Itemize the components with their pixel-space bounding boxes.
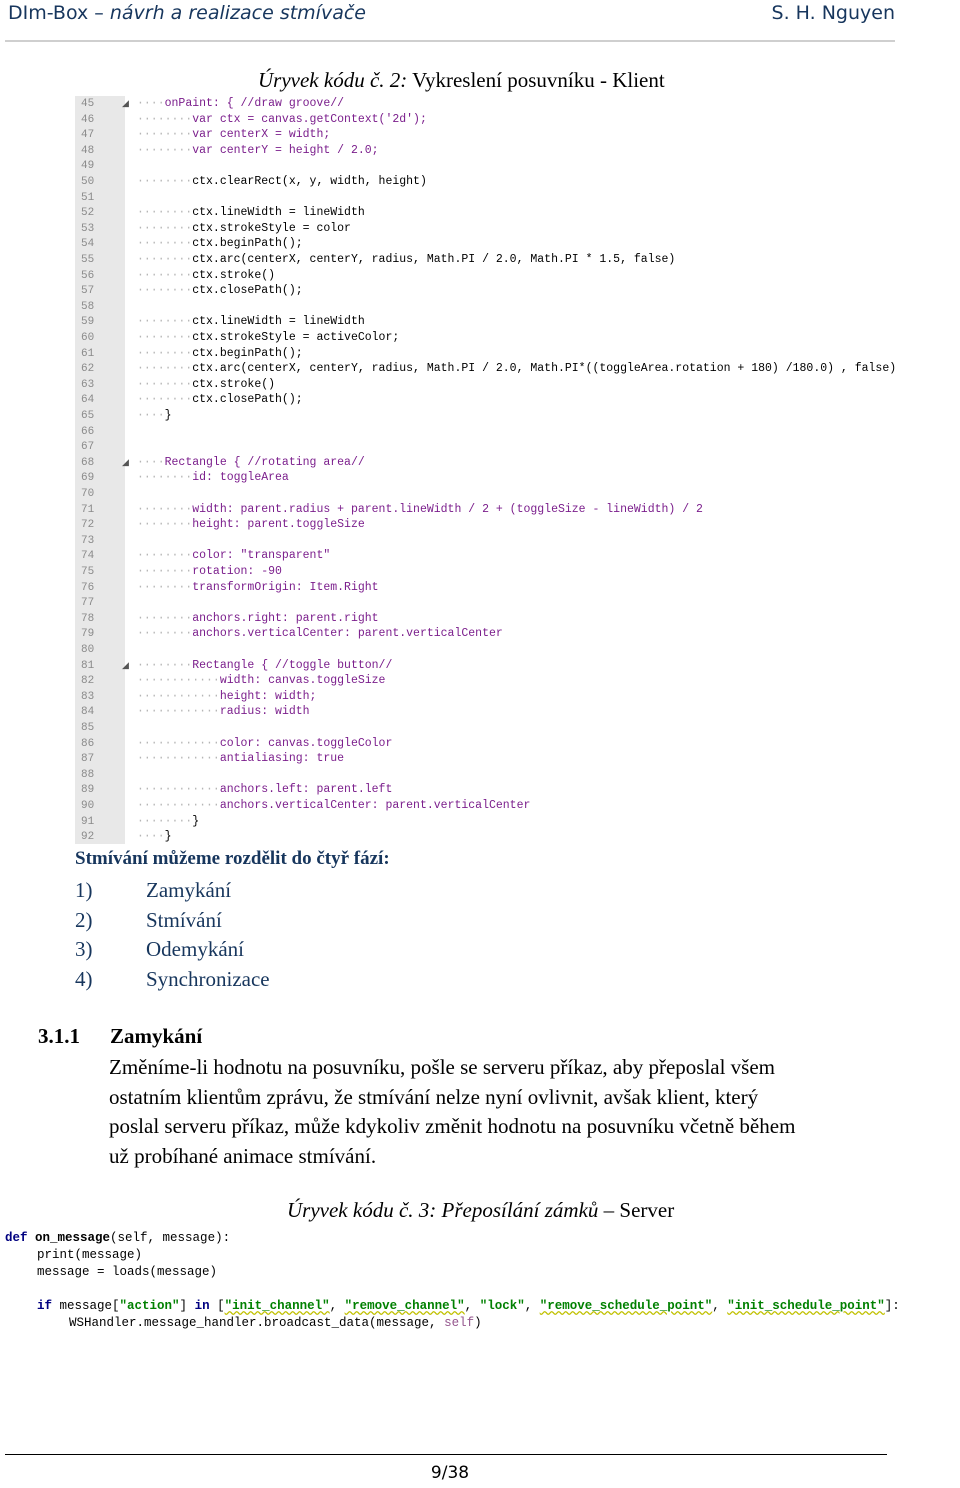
code-line [75, 767, 960, 783]
code-line [75, 174, 960, 190]
code-line [75, 533, 960, 549]
code-text: ········var centerX = width; [137, 128, 331, 142]
line-number: 88 [81, 768, 95, 781]
code-line [5, 1230, 230, 1247]
line-number: 50 [81, 176, 95, 188]
code-line [75, 424, 960, 440]
line-number: 63 [81, 378, 95, 391]
code-token: ) [474, 1316, 482, 1330]
code-text: ········height: parent.toggleSize [137, 518, 365, 532]
code-line [75, 798, 960, 814]
code-text: ········color: "transparent" [137, 549, 331, 563]
code-token: ]: [884, 1299, 900, 1313]
code-text: ············radius: width [137, 705, 310, 719]
code-token: [ [209, 1299, 225, 1313]
line-number: 70 [81, 488, 95, 500]
line-number: 59 [81, 316, 95, 329]
list-number: 4) [75, 966, 93, 991]
line-number: 66 [81, 425, 95, 438]
line-number: 52 [81, 207, 95, 220]
code-line [75, 751, 960, 767]
code-text: ········ctx.arc(centerX, centerY, radius, Math.PI / 2.0, Math.PI * 1.5, false) [137, 253, 676, 266]
line-number: 85 [81, 722, 95, 734]
code-line [75, 346, 960, 362]
code-line [75, 361, 960, 377]
line-number: 48 [81, 144, 95, 157]
line-number: 49 [81, 160, 95, 173]
code-text: ········var ctx = canvas.getContext('2d'); [137, 112, 427, 126]
code-line [75, 658, 960, 674]
code-line [75, 314, 960, 330]
code-line [75, 626, 960, 642]
header-title [8, 2, 366, 24]
code-line [75, 408, 960, 424]
line-number: 74 [81, 550, 95, 563]
line-number: 91 [81, 815, 95, 828]
code-text: ····} [137, 830, 172, 844]
code-line [75, 112, 960, 128]
function-name: on_message [35, 1231, 111, 1245]
code-text: ············height: width; [137, 689, 317, 703]
line-number: 64 [81, 394, 95, 407]
keyword-def: def [5, 1231, 28, 1245]
list-number: 2) [75, 907, 93, 932]
code-text: ········id: toggleArea [137, 471, 289, 485]
line-number: 55 [81, 254, 95, 266]
code-text: ····Rectangle { //rotating area// [137, 455, 365, 469]
code-line [75, 439, 960, 455]
line-number: 78 [81, 612, 95, 625]
code-text: ········transformOrigin: Item.Right [137, 580, 379, 594]
code-line [75, 814, 960, 830]
code-line [75, 392, 960, 408]
code-line [75, 283, 960, 299]
code-text: ········ctx.strokeStyle = color [137, 221, 351, 235]
code-line [75, 736, 960, 752]
code-line [75, 455, 960, 471]
phases-heading: Stmívání můžeme rozdělit do čtyř fází: [75, 848, 390, 869]
footer-divider [5, 1454, 887, 1455]
line-number: 54 [81, 238, 95, 251]
line-number: 87 [81, 753, 95, 766]
page-header [0, 0, 960, 44]
code-line [75, 564, 960, 580]
line-number: 81 [81, 659, 95, 672]
fold-toggle-icon[interactable]: ◢ [122, 99, 129, 109]
code-line [75, 252, 960, 268]
line-number: 76 [81, 581, 95, 594]
section-number: 3.1.1 [38, 1024, 80, 1048]
list-number: 1) [75, 878, 93, 902]
keyword-in: in [194, 1299, 210, 1313]
line-number: 72 [81, 519, 95, 532]
string-token: "action" [119, 1299, 180, 1313]
code-line [75, 611, 960, 627]
header-title-italic: návrh a realizace stmívače [109, 2, 366, 24]
code-line [69, 1315, 482, 1332]
code-line: print(message) [37, 1248, 143, 1262]
code-line [75, 205, 960, 221]
code-text: ········ctx.closePath(); [137, 284, 303, 298]
code-line [75, 782, 960, 798]
line-number: 75 [81, 566, 95, 578]
code-text: ········ctx.beginPath(); [137, 346, 303, 360]
line-number: 80 [81, 644, 95, 656]
line-number: 53 [81, 222, 95, 235]
code-text: ········rotation: -90 [137, 565, 282, 578]
code-text: ········anchors.right: parent.right [137, 611, 379, 625]
line-number: 69 [81, 472, 95, 485]
code-line [75, 190, 960, 206]
caption1-italic: Úryvek kódu č. 2: [258, 68, 408, 92]
line-number: 86 [81, 737, 95, 750]
code-listing-qml [75, 96, 960, 844]
code-line [75, 642, 960, 658]
code-text: ········ctx.arc(centerX, centerY, radius, Math.PI / 2.0, Math.PI*((toggleArea.rotation + 180) /180.0) , false) [137, 362, 897, 376]
function-params: (self, message): [110, 1231, 231, 1245]
code-line [75, 96, 960, 112]
code-line [75, 673, 960, 689]
keyword-if: if [37, 1299, 53, 1313]
string-token: "lock" [479, 1299, 525, 1313]
code-text: ········ctx.stroke() [137, 377, 276, 391]
section-title: Zamykání [110, 1024, 203, 1048]
code-line: if message["action"] in ["init_channel", "remove_channel", "lock", "remove_schedule_point", "init_schedule_point"]: [37, 1299, 900, 1313]
line-number: 67 [81, 441, 95, 454]
list-label: Odemykání [146, 937, 244, 961]
line-number: 58 [81, 300, 95, 313]
self-token: self [444, 1316, 475, 1330]
paragraph-line: Změníme-li hodnotu na posuvníku, pošle se serveru příkaz, aby přeposlal všem [109, 1055, 776, 1079]
code-text: ········ctx.beginPath(); [137, 237, 303, 251]
fold-toggle-icon[interactable]: ◢ [122, 660, 129, 671]
line-number: 60 [81, 332, 95, 344]
code-line [75, 486, 960, 502]
line-number: 56 [81, 269, 95, 282]
code-text: ········ctx.lineWidth = lineWidth [137, 206, 365, 220]
code-text: ············antialiasing: true [137, 752, 345, 766]
section-paragraph [109, 1053, 889, 1171]
code-line [75, 377, 960, 393]
line-number: 65 [81, 410, 95, 422]
string-token: "init_channel" [224, 1299, 330, 1313]
code-line [75, 720, 960, 736]
line-number: 46 [81, 113, 95, 126]
code-line [75, 829, 960, 845]
code-line [75, 158, 960, 174]
line-number: 73 [81, 534, 95, 547]
list-label: Synchronizace [146, 966, 270, 991]
code-line [75, 502, 960, 518]
code-text: ········ctx.stroke() [137, 268, 276, 282]
code-text: ········} [137, 814, 200, 828]
code-caption-2 [287, 1198, 674, 1223]
line-number: 90 [81, 800, 95, 812]
fold-toggle-icon[interactable]: ◢ [122, 457, 129, 468]
code-line [75, 330, 960, 346]
line-number: 47 [81, 129, 95, 142]
code-line [75, 517, 960, 533]
code-line [75, 221, 960, 237]
header-title-plain: DIm-Box – [8, 2, 110, 24]
page-number: 9/38 [430, 1463, 470, 1483]
line-number: 83 [81, 690, 95, 703]
code-line: message = loads(message) [37, 1265, 218, 1279]
line-number: 68 [81, 456, 95, 469]
line-number: 51 [81, 191, 95, 204]
code-line [75, 580, 960, 596]
line-number: 57 [81, 285, 95, 298]
code-line [75, 470, 960, 486]
line-number: 79 [81, 628, 95, 641]
code-token: message[ [52, 1299, 120, 1313]
string-token: "remove_channel" [344, 1299, 465, 1313]
code-text: ········width: parent.radius + parent.lineWidth / 2 + (toggleSize - lineWidth) / 2 [137, 502, 703, 516]
code-line [75, 595, 960, 611]
line-number: 77 [81, 597, 95, 610]
string-token: "remove_schedule_point" [539, 1299, 713, 1313]
list-label: Zamykání [146, 878, 232, 902]
code-text: ····onPaint: { //draw groove// [137, 97, 345, 110]
code-text: ········ctx.strokeStyle = activeColor; [137, 331, 400, 344]
code-text: ············anchors.verticalCenter: parent.verticalCenter [137, 799, 531, 812]
code-text: ········anchors.verticalCenter: parent.verticalCenter [137, 627, 503, 641]
code-line [75, 127, 960, 143]
list-label: Stmívání [146, 907, 222, 932]
code-text: ········Rectangle { //toggle button// [137, 658, 393, 672]
code-token: ] [179, 1299, 195, 1313]
code-text: ········var centerY = height / 2.0; [137, 143, 379, 157]
code-text: ········ctx.lineWidth = lineWidth [137, 315, 365, 329]
code-line [75, 236, 960, 252]
line-number: 62 [81, 363, 95, 376]
string-token: "init_schedule_point" [727, 1299, 885, 1313]
code-line [75, 143, 960, 159]
code-text: ····} [137, 409, 172, 422]
code-text: ············width: canvas.toggleSize [137, 674, 386, 688]
line-number: 61 [81, 347, 95, 360]
header-divider [5, 40, 895, 42]
header-author: S. H. Nguyen [771, 2, 895, 24]
caption2-rest: – Server [598, 1198, 675, 1222]
code-text: ········ctx.clearRect(x, y, width, height) [137, 175, 427, 188]
code-text: ············color: canvas.toggleColor [137, 736, 393, 750]
caption1-rest: Vykreslení posuvníku - Klient [407, 68, 665, 92]
code-caption-1 [258, 68, 665, 93]
code-text: ········ctx.closePath(); [137, 393, 303, 407]
code-line [75, 268, 960, 284]
paragraph-line: už probíhané animace stmívání. [109, 1143, 377, 1168]
line-number: 84 [81, 706, 95, 719]
code-line [75, 704, 960, 720]
paragraph-line: ostatním klientům zprávu, že stmívání nelze nyní ovlivnit, avšak klient, který [109, 1084, 759, 1109]
code-line [75, 689, 960, 705]
line-number: 45 [81, 98, 95, 110]
paragraph-line: poslal serveru příkaz, může kdykoliv změnit hodnotu na posuvníku včetně během [109, 1114, 796, 1138]
code-line [75, 548, 960, 564]
line-number: 92 [81, 831, 95, 844]
code-token: WSHandler.message_handler.broadcast_data(message, [69, 1316, 445, 1330]
line-number: 71 [81, 503, 95, 516]
caption2-italic: Úryvek kódu č. 3: Přeposílání zámků [287, 1198, 599, 1222]
list-number: 3) [75, 937, 93, 961]
code-text: ············anchors.left: parent.left [137, 783, 393, 797]
code-listing-python [5, 1228, 935, 1338]
line-number: 89 [81, 784, 95, 797]
code-line [75, 299, 960, 315]
line-number: 82 [81, 675, 95, 688]
